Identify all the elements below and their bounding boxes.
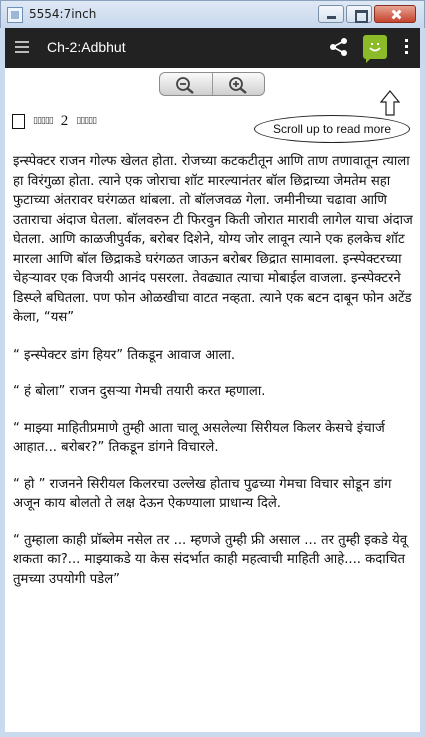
- zoom-in-icon: [228, 76, 250, 94]
- story-paragraph: “ हो ” राजनने सिरीयल किलरचा उल्लेख होताच पुढच्या गेमचा विचार सोडून डांग अजून काय बोलतो ते लक्ष देऊन ऐकण्याला प्राधान्य दिले.: [13, 476, 392, 511]
- chapter-title: Ch-2:Adbhut: [47, 39, 126, 55]
- menu-icon[interactable]: [15, 41, 29, 53]
- chapter-heading-left: ▯▯▯▯▯: [33, 116, 53, 126]
- close-icon[interactable]: [374, 5, 416, 23]
- story-paragraph: “ माझ्या माहितीप्रमाणे तुम्ही आता चालू असलेल्या सिरीयल किलर केसचे इंचार्ज आहात... बरोबर?” तिकडून डांगने विचारले.: [13, 420, 385, 455]
- story-paragraph: “ इन्स्पेक्टर डांग हियर” तिकडून आवाज आला.: [13, 347, 236, 363]
- zoom-out-button[interactable]: [160, 73, 212, 95]
- app-action-bar: [5, 28, 420, 68]
- zoom-control: [159, 72, 265, 96]
- scroll-hint-bubble: Scroll up to read more: [254, 115, 410, 143]
- missing-glyph-box: [12, 114, 25, 129]
- overflow-menu-icon[interactable]: [403, 39, 409, 57]
- chapter-number: 2: [60, 112, 69, 129]
- share-icon[interactable]: [329, 37, 349, 57]
- story-paragraph: इन्स्पेक्टर राजन गोल्फ खेलत होता. रोजच्या कटकटीतून आणि ताण तणावातून त्याला हा विरंगुळा होता. त्याने एक जोराचा शॉट मारल्यानंतर बॉल छिद्राच्या जेमतेम सहा फुटाच्या अंतरावर घरंगळत थांबला. तो बॉलजवळ गेला. जमीनीच्या चढावा आणि उताराचा अंदाज घेतला. बॉलवरुन टी फिरवुन किती जोरात मारावी लागेल याचा अंदाज घेतला. आणि काळजीपुर्वक, बरोबर दिशेने, योग्य जोर लावून त्याने एक हलकेच शॉट मारला आणि बॉल छिद्राकडे घरंगळत जाऊन बरोबर छिद्रात सामावला. इन्स्पेक्टरच्या चेहऱ्यावर एक विजयी आनंद पसरला. तेवढ्यात त्याचा मोबाईल वाजला. इन्स्पेक्टरने डिस्प्ले बघितला. पण फोन ओळखीचा वाटत नव्हता. त्याने एक बटन दाबून फोन अटेंड केला, “यस”: [13, 154, 413, 325]
- zoom-in-button[interactable]: [212, 73, 265, 95]
- chapter-heading: [12, 112, 96, 130]
- window-title: 5554:7inch: [29, 7, 97, 21]
- story-content: [13, 152, 413, 606]
- zoom-out-icon: [175, 76, 197, 94]
- story-paragraph: “ तुम्हाला काही प्रॉब्लेम नसेल तर ... म्हणजे तुम्ही फ्री असाल ... तर तुम्ही इकडे येवू शकता का?... माझ्याकडे या केस संदर्भात काही महत्वाची माहिती आहे.... कदाचित तुमच्या उपयोगी पडेल”: [13, 532, 408, 587]
- minimize-icon[interactable]: [318, 5, 344, 23]
- window-titlebar: [0, 0, 425, 28]
- chat-icon[interactable]: [363, 35, 387, 59]
- up-arrow-icon: [380, 90, 400, 116]
- chapter-heading-right: ▯▯▯▯▯: [76, 116, 97, 126]
- story-paragraph: “ हं बोला” राजन दुसऱ्या गेमची तयारी करत म्हणाला.: [13, 384, 266, 399]
- maximize-icon[interactable]: [346, 5, 372, 23]
- window-controls: [318, 5, 416, 23]
- emulator-window-icon: [7, 7, 23, 23]
